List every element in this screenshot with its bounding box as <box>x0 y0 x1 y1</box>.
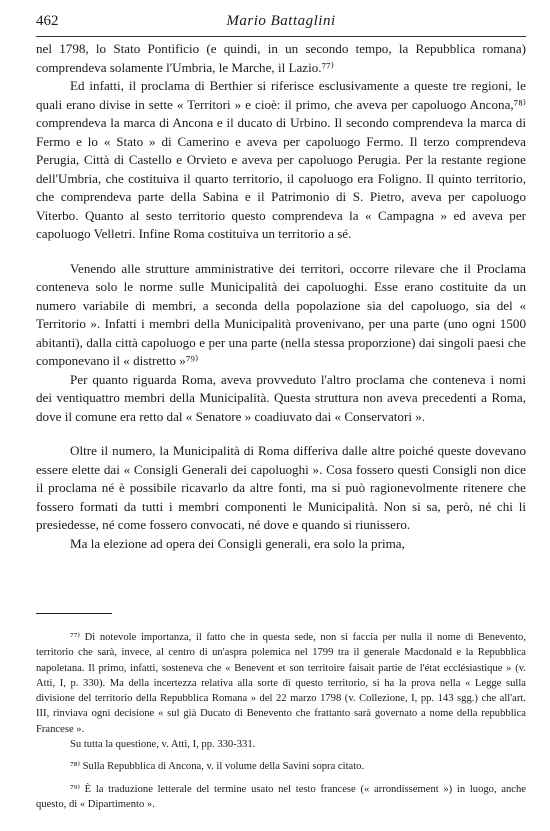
footnotes <box>36 630 526 812</box>
footnote-separator <box>36 613 112 614</box>
paragraph-election: Ma la elezione ad opera dei Consigli generali, era solo la prima, <box>70 535 405 551</box>
footnote-77: ⁷⁷⁾ Di notevole importanza, il fatto che in questa sede, non si faccia per nulla il nome di Benevento, territorio che sarà, invece, al centro di un'aspra polemica nel 1799 tra il generale Macdonald e la Repubblica napoletana. Il primo, infatti, sosteneva che « Benevent et son territoire faisait partie de l'état ecclésiastique » (v. Atti, I, p. 330). Ma della incertezza relativa alla sorte di questo territorio, si ha la prova nella « Legge sulla divisione del territorio della Repubblica Romana » del 22 marzo 1798 (v. Collezione, I, pp. 143 sgg.) che all'art. III, rinviava ogni decisione « sul già Ducato di Benevento che frattanto sarà governato a nome della repubblica Francese ». <box>36 632 526 735</box>
page-number: 462 <box>36 13 59 29</box>
footnote-77-continuation: Su tutta la questione, v. Atti, I, pp. 330-331. <box>70 739 256 751</box>
paragraph-territories: Ed infatti, il proclama di Berthier si riferisce esclusivamente a queste tre regioni, le quali erano divise in sette « Territori » e cioè: il primo, che aveva per capoluogo Ancona,⁷⁸⁾ comprendeva la marca di Ancona e il ducato di Urbino. Il secondo comprendeva la marca di Fermo e lo « Stato » di Camerino e aveva per capoluogo Fermo. Il terzo comprendeva Perugia, Città di Castello e Orvieto e aveva per capoluogo Perugia. Per la restante regione dell'Umbria, che costituiva il quarto territorio, il capoluogo era Foligno. Il quinto territorio, che comprendeva parte della Sabina e il Patrimonio di S. Pietro, aveva per capoluogo Viterbo. Quanto al sesto territorio questo comprendeva la « Campagna » ed aveva per capoluogo Velletri. Infine Roma costituiva un territorio a sé. <box>36 78 526 241</box>
footnote-79: ⁷⁹⁾ È la traduzione letterale del termine usato nel testo francese (« arrondissement ») in luogo, anche questo, di « Dipartimento ». <box>36 783 526 810</box>
page-header <box>36 10 526 37</box>
paragraph-municipalities: Venendo alle strutture amministrative dei territori, occorre rilevare che il Proclama conteneva solo le norme sulle Municipalità dei capoluoghi. Esse erano costituite da un numero variabile di membri, a seconda della popolazione sia del capoluogo, sia del « Territorio ». Infatti i membri della Municipalità provenivano, per una parte (uno ogni 1500 abitanti), dalla città capoluogo e per una parte (nella stessa proporzione) dai singoli paesi che componevano il « distretto »⁷⁹⁾ <box>36 260 526 368</box>
main-text <box>36 40 526 553</box>
paragraph-general-councils: Oltre il numero, la Municipalità di Roma differiva dalle altre poiché queste dovevano essere elette dai « Consigli Generali dei capoluoghi ». Cosa fossero questi Consigli non dice il proclama né è possibile ricavarlo da altre fonti, ma si può ragionevolmente ritenere che fossero formati da tutti i membri componenti le Municipalità. Non si sa, però, né chi li presiedesse, né come fossero convocati, né dove e quando si riunissero. <box>36 443 526 532</box>
footnote-78: ⁷⁸⁾ Sulla Repubblica di Ancona, v. il volume della Savini sopra citato. <box>70 761 365 773</box>
paragraph-rome: Per quanto riguarda Roma, aveva provveduto l'altro proclama che conteneva i nomi dei ventiquattro membri della Municipalità. Questa struttura non aveva precedenti a Roma, dove il comune era retto dal « Senatore » coadiuvato dai « Conservatori ». <box>36 371 526 424</box>
paragraph-continued: nel 1798, lo Stato Pontificio (e quindi, in un secondo tempo, la Repubblica romana) comprendeva solamente l'Umbria, le Marche, il Lazio.⁷⁷⁾ <box>36 41 526 75</box>
running-head-author: Mario Battaglini <box>226 13 336 29</box>
